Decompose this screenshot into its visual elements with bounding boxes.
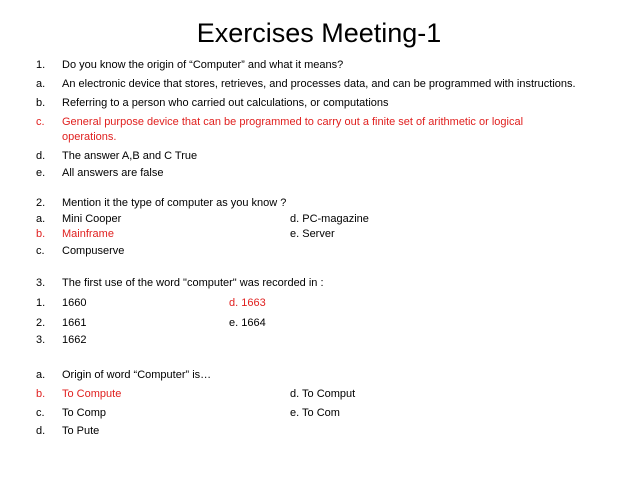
option-text-right: e. To Com xyxy=(290,407,340,419)
option-text: To Compute xyxy=(62,388,122,400)
list-marker: 3. xyxy=(36,334,46,346)
option-text: All answers are false xyxy=(62,167,164,179)
list-marker: a. xyxy=(36,369,46,381)
list-marker: 3. xyxy=(36,277,46,289)
list-marker: a. xyxy=(36,213,46,225)
list-marker: 1. xyxy=(36,59,46,71)
list-marker: d. xyxy=(36,150,46,162)
list-marker: b. xyxy=(36,388,46,400)
option-text: The answer A,B and C True xyxy=(62,150,198,162)
list-marker: c. xyxy=(36,245,45,257)
option-text: Mini Cooper xyxy=(62,213,122,225)
list-marker: d. xyxy=(36,425,46,437)
option-text: To Comp xyxy=(62,407,107,419)
option-text: Compuserve xyxy=(62,245,125,257)
list-marker: 2. xyxy=(36,317,46,329)
list-marker: 1. xyxy=(36,297,46,309)
option-text-right: e. Server xyxy=(290,228,335,240)
option-text: An electronic device that stores, retrieves, and processes data, and can be programmed with instructions. xyxy=(62,78,576,90)
list-marker: b. xyxy=(36,97,46,109)
question-text: Origin of word “Computer” is… xyxy=(62,369,212,381)
list-marker: a. xyxy=(36,78,46,90)
option-text-right: d. 1663 xyxy=(229,297,266,309)
question-text: Do you know the origin of “Computer” and what it means? xyxy=(62,59,344,71)
option-text: 1662 xyxy=(62,334,87,346)
option-text-continued: operations. xyxy=(62,131,117,143)
option-text-right: d. PC-magazine xyxy=(290,213,369,225)
option-text: Referring to a person who carried out calculations, or computations xyxy=(62,97,389,109)
option-text-right: e. 1664 xyxy=(229,317,266,329)
option-text: 1661 xyxy=(62,317,87,329)
list-marker: b. xyxy=(36,228,46,240)
option-text: 1660 xyxy=(62,297,87,309)
question-text: Mention it the type of computer as you know ? xyxy=(62,197,287,209)
list-marker: e. xyxy=(36,167,46,179)
option-text: To Pute xyxy=(62,425,100,437)
list-marker: c. xyxy=(36,407,45,419)
list-marker: c. xyxy=(36,116,45,128)
option-text: General purpose device that can be programmed to carry out a finite set of arithmetic or logical xyxy=(62,116,524,128)
option-text-right: d. To Comput xyxy=(290,388,356,400)
page-title: Exercises Meeting-1 xyxy=(196,18,442,48)
question-text: The first use of the word "computer" was recorded in : xyxy=(62,277,324,289)
list-marker: 2. xyxy=(36,197,46,209)
option-text: Mainframe xyxy=(62,228,114,240)
